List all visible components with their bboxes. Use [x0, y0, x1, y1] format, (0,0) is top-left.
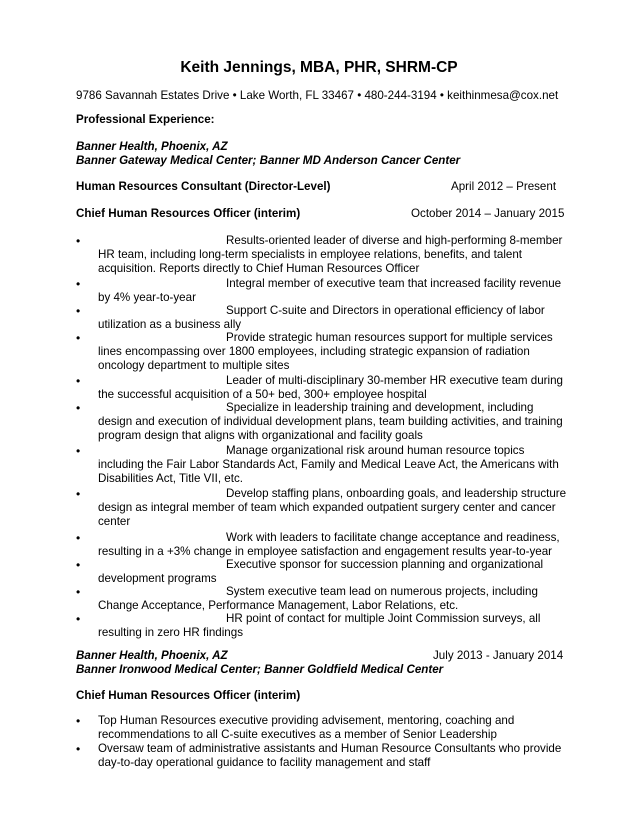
bullet-dot: • [76, 714, 81, 728]
bullet-dot: • [76, 304, 81, 318]
bullet-line: Specialize in leadership training and development, including [226, 401, 534, 414]
bullet-line: System executive team lead on numerous projects, including [226, 585, 538, 598]
bullet-line: Results-oriented leader of diverse and high-performing 8-member [226, 234, 563, 247]
bullet-text [98, 331, 566, 373]
bullet-line: utilization as a business ally [98, 318, 242, 331]
bullet-dot: • [76, 612, 81, 626]
bullet-line: Top Human Resources executive providing advisement, mentoring, coaching and [98, 714, 515, 727]
bullet-dot: • [76, 531, 81, 545]
bullet-line: recommendations to all C-suite executives as a member of Senior Leadership [98, 728, 497, 741]
bullet-dot: • [76, 374, 81, 388]
bullet-line: Work with leaders to facilitate change acceptance and readiness, [226, 531, 560, 544]
bullet-line: Oversaw team of administrative assistants and Human Resource Consultants who provide [98, 742, 562, 755]
bullet-line: Provide strategic human resources support for multiple services [226, 331, 553, 344]
bullet-line: day-to-day operational guidance to facility management and staff [98, 756, 431, 769]
bullet-line: Integral member of executive team that increased facility revenue [226, 277, 562, 290]
job2-role-title: Chief Human Resources Officer (interim) [76, 689, 301, 702]
candidate-name: Keith Jennings, MBA, PHR, SHRM-CP [180, 59, 458, 76]
bullet-line: Disabilities Act, Title VII, etc. [98, 472, 243, 485]
bullet-line: HR point of contact for multiple Joint Commission surveys, all [226, 612, 541, 625]
bullet-dot: • [76, 585, 81, 599]
bullet-line: center [98, 515, 131, 528]
bullet-dot: • [76, 401, 81, 415]
bullet-dot: • [76, 444, 81, 458]
job1-role2-dates: October 2014 – January 2015 [411, 207, 565, 220]
bullet-line: Manage organizational risk around human resource topics [226, 444, 525, 457]
bullet-line: program design that aligns with organizational and facility goals [98, 429, 423, 442]
job1-role1-dates: April 2012 – Present [451, 180, 557, 193]
bullet-line: design and execution of individual development plans, team building activities, and training [98, 415, 563, 428]
bullet-text [98, 374, 566, 402]
bullet-line: Executive sponsor for succession planning and organizational [226, 558, 544, 571]
section-title: Professional Experience: [76, 113, 215, 126]
bullet-text [98, 558, 566, 586]
bullet-text [98, 234, 566, 276]
bullet-line: Support C-suite and Directors in operational efficiency of labor [226, 304, 545, 317]
bullet-line: by 4% year-to-year [98, 291, 196, 304]
job2-employer: Banner Health, Phoenix, AZ [76, 649, 228, 662]
job1-role2-title: Chief Human Resources Officer (interim) [76, 207, 301, 220]
job1-facilities: Banner Gateway Medical Center; Banner MD Anderson Cancer Center [76, 154, 461, 167]
job1-role1-title: Human Resources Consultant (Director-Level) [76, 180, 331, 193]
bullet-line: development programs [98, 572, 217, 585]
bullet-text [98, 487, 566, 529]
contact-info: 9786 Savannah Estates Drive • Lake Worth, FL 33467 • 480-244-3194 • keithinmesa@cox.net [76, 89, 559, 102]
bullet-line: resulting in zero HR findings [98, 626, 243, 639]
bullet-text [98, 444, 566, 486]
bullet-dot: • [76, 558, 81, 572]
bullet-text [98, 401, 566, 443]
bullet-line: the successful acquisition of a 50+ bed, 300+ employee hospital [98, 388, 427, 401]
job1-employer: Banner Health, Phoenix, AZ [76, 140, 228, 153]
bullet-text [98, 304, 566, 332]
bullet-text [98, 277, 566, 305]
bullet-line: lines encompassing over 1800 employees, including strategic expansion of radiation [98, 345, 530, 358]
bullet-dot: • [76, 277, 81, 291]
bullet-text [98, 742, 566, 770]
bullet-text [98, 585, 566, 613]
bullet-line: resulting in a +3% change in employee satisfaction and engagement results year-to-year [98, 545, 553, 558]
bullet-dot: • [76, 331, 81, 345]
bullet-line: Leader of multi-disciplinary 30-member HR executive team during [226, 374, 564, 387]
bullet-line: Change Acceptance, Performance Management, Labor Relations, etc. [98, 599, 459, 612]
bullet-dot: • [76, 487, 81, 501]
job2-dates: July 2013 - January 2014 [433, 649, 564, 662]
bullet-line: Develop staffing plans, onboarding goals, and leadership structure [226, 487, 567, 500]
bullet-text [98, 612, 566, 640]
bullet-text [98, 714, 566, 742]
bullet-line: including the Fair Labor Standards Act, Family and Medical Leave Act, the Americans with [98, 458, 559, 471]
bullet-dot: • [76, 234, 81, 248]
bullet-line: HR team, including long-term specialists in employee relations, benefits, and talent [98, 248, 523, 261]
bullet-line: design as integral member of team which expanded outpatient surgery center and cancer [98, 501, 556, 514]
bullet-line: oncology department to multiple sites [98, 359, 290, 372]
bullet-dot: • [76, 742, 81, 756]
job2-facilities: Banner Ironwood Medical Center; Banner Goldfield Medical Center [76, 663, 444, 676]
bullet-text [98, 531, 566, 559]
bullet-line: acquisition. Reports directly to Chief Human Resources Officer [98, 262, 420, 275]
